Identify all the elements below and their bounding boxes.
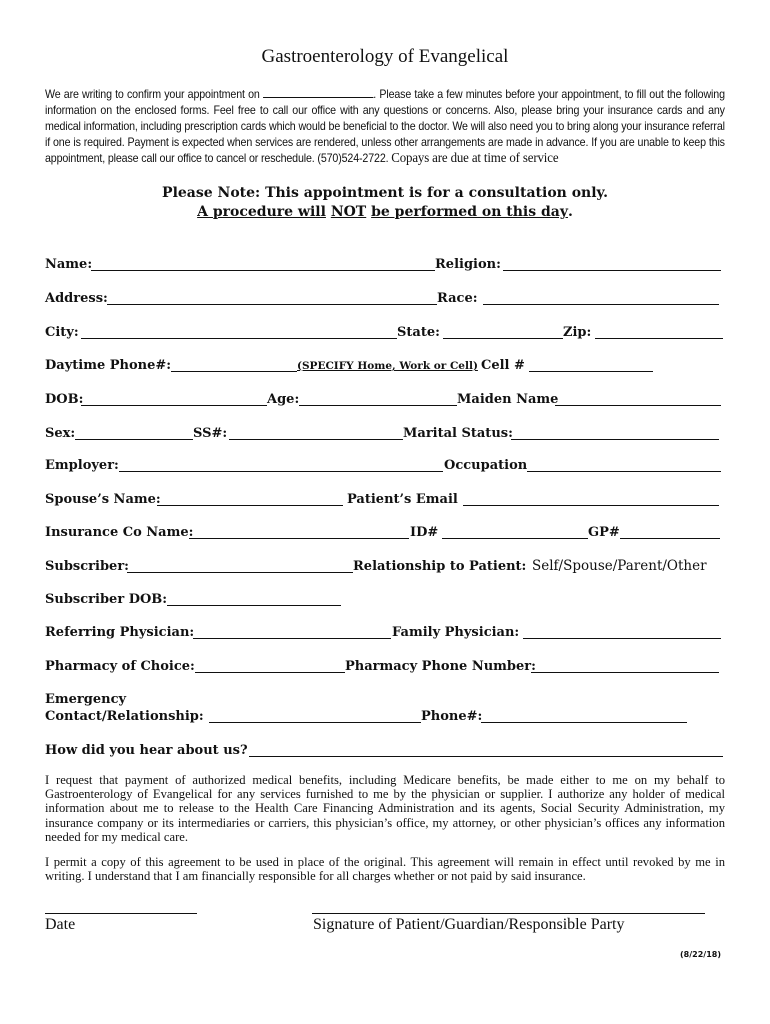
intro-paragraph	[45, 86, 725, 167]
consent-paragraph-1: I request that payment of authorized medical benefits, including Medicare benefits, be made either to me on my behalf to Gastroenterology of Evangelical for any services furnished to me by the physician or supplier. I authorize any holder of medical information about me to release to the Health Care Financing Administration and its agents, Social Security Administration, my insurance company or its intermediaries or carriers, this physician’s office, my attorney, or other physician’s offices any information needed for my medical care.	[45, 773, 725, 844]
procedure-note-not: NOT	[330, 204, 367, 220]
zip-label: Zip:	[563, 325, 592, 340]
row-name	[45, 254, 725, 274]
marital-status-field[interactable]	[511, 439, 719, 440]
maiden-name-label: Maiden Name	[457, 392, 559, 407]
referring-physician-field[interactable]	[193, 638, 391, 639]
relationship-options[interactable]: Self/Spouse/Parent/Other	[532, 558, 707, 574]
religion-label: Religion:	[435, 257, 501, 272]
appointment-date-blank[interactable]	[263, 86, 373, 98]
race-field[interactable]	[483, 304, 719, 305]
row-insurance	[45, 522, 725, 542]
occupation-field[interactable]	[527, 471, 721, 472]
insurance-co-label: Insurance Co Name:	[45, 525, 194, 540]
row-hear-about	[45, 740, 725, 760]
sex-field[interactable]	[75, 439, 193, 440]
address-field[interactable]	[107, 304, 437, 305]
consent-paragraph-2: I permit a copy of this agreement to be used in place of the original. This agreement will remain in effect until revoked by me in writing. I understand that I am financially responsible for all charges whether or not paid by said insurance.	[45, 855, 725, 884]
daytime-phone-field[interactable]	[171, 371, 297, 372]
maiden-name-field[interactable]	[555, 405, 721, 406]
contact-relationship-field[interactable]	[209, 722, 421, 723]
marital-status-label: Marital Status:	[403, 426, 513, 441]
ss-label: SS#:	[193, 426, 228, 441]
pharmacy-phone-label: Pharmacy Phone Number:	[345, 659, 536, 674]
employer-field[interactable]	[119, 471, 443, 472]
phone-field[interactable]	[481, 722, 687, 723]
phone-label: Phone#:	[421, 709, 483, 724]
dob-label: DOB:	[45, 392, 84, 407]
row-spouse	[45, 489, 725, 509]
gp-label: GP#	[588, 525, 620, 540]
form-title: Gastroenterology of Evangelical	[261, 46, 509, 67]
row-city	[45, 322, 725, 342]
revision-date: (8/22/18)	[680, 950, 721, 959]
family-physician-label: Family Physician:	[392, 625, 520, 640]
id-label: ID#	[410, 525, 439, 540]
hear-about-label: How did you hear about us?	[45, 743, 248, 758]
subscriber-field[interactable]	[127, 572, 353, 573]
referring-physician-label: Referring Physician:	[45, 625, 195, 640]
copays-notice: Copays are due at time of service	[391, 151, 559, 166]
procedure-note	[0, 204, 770, 220]
age-label: Age:	[267, 392, 300, 407]
row-subscriber-dob	[45, 589, 725, 609]
signature-label: Signature of Patient/Guardian/Responsible Party	[313, 916, 625, 933]
hear-about-field[interactable]	[249, 756, 723, 757]
pharmacy-phone-field[interactable]	[531, 672, 719, 673]
row-emergency	[45, 706, 725, 726]
row-sex	[45, 423, 725, 443]
name-field[interactable]	[91, 270, 435, 271]
city-label: City:	[45, 325, 79, 340]
intro-text-2: . Please take a few minutes before your appointment, to fill out the following information on the enclosed forms. Feel free to call our office with any questions or concerns. Also, please bring your insurance cards and any medical information, including prescription cards which would be beneficial to the doctor. We will also need you to bring along your insurance referral if one is required. Payment is expected when services are rendered, unless other arrangements are made in advance. If you are unable to keep this appointment, please call our office to cancel or reschedule. (570)524-2722.	[45, 88, 725, 165]
row-subscriber	[45, 556, 725, 576]
spouse-name-label: Spouse’s Name:	[45, 492, 161, 507]
intro-text-1: We are writing to confirm your appointment on	[45, 88, 260, 101]
cell-label: Cell #	[481, 358, 525, 373]
relationship-label: Relationship to Patient:	[353, 559, 527, 574]
patient-signature-line[interactable]	[312, 913, 705, 914]
religion-field[interactable]	[503, 270, 721, 271]
city-field[interactable]	[81, 338, 397, 339]
row-phone	[45, 355, 725, 375]
row-employer	[45, 455, 725, 475]
id-field[interactable]	[442, 538, 588, 539]
date-signature-line[interactable]	[45, 913, 197, 914]
procedure-note-a: A procedure will	[197, 204, 326, 220]
procedure-note-end: .	[567, 204, 573, 220]
subscriber-label: Subscriber:	[45, 559, 129, 574]
subscriber-dob-field[interactable]	[167, 605, 341, 606]
sex-label: Sex:	[45, 426, 76, 441]
age-field[interactable]	[299, 405, 457, 406]
pharmacy-field[interactable]	[195, 672, 345, 673]
consultation-note: Please Note: This appointment is for a consultation only.	[162, 185, 608, 201]
procedure-note-c: be performed on this day	[371, 204, 568, 220]
emergency-label: Emergency	[45, 692, 127, 707]
cell-field[interactable]	[529, 371, 653, 372]
state-field[interactable]	[443, 338, 563, 339]
occupation-label: Occupation	[444, 458, 528, 473]
patient-email-label: Patient’s Email	[347, 492, 458, 507]
specify-note: (SPECIFY Home, Work or Cell)	[297, 360, 478, 372]
race-label: Race:	[437, 291, 478, 306]
contact-relationship-label: Contact/Relationship:	[45, 709, 204, 724]
row-address	[45, 288, 725, 308]
pharmacy-label: Pharmacy of Choice:	[45, 659, 195, 674]
address-label: Address:	[45, 291, 108, 306]
family-physician-field[interactable]	[523, 638, 721, 639]
zip-field[interactable]	[595, 338, 723, 339]
ss-field[interactable]	[229, 439, 403, 440]
insurance-co-field[interactable]	[189, 538, 409, 539]
patient-email-field[interactable]	[463, 505, 719, 506]
state-label: State:	[397, 325, 440, 340]
row-pharmacy	[45, 656, 725, 676]
daytime-phone-label: Daytime Phone#:	[45, 358, 172, 373]
gp-field[interactable]	[620, 538, 720, 539]
row-dob	[45, 389, 725, 409]
dob-field[interactable]	[81, 405, 267, 406]
row-physicians	[45, 622, 725, 642]
date-label: Date	[45, 916, 76, 933]
spouse-name-field[interactable]	[157, 505, 343, 506]
employer-label: Employer:	[45, 458, 119, 473]
subscriber-dob-label: Subscriber DOB:	[45, 592, 168, 607]
name-label: Name:	[45, 257, 93, 272]
